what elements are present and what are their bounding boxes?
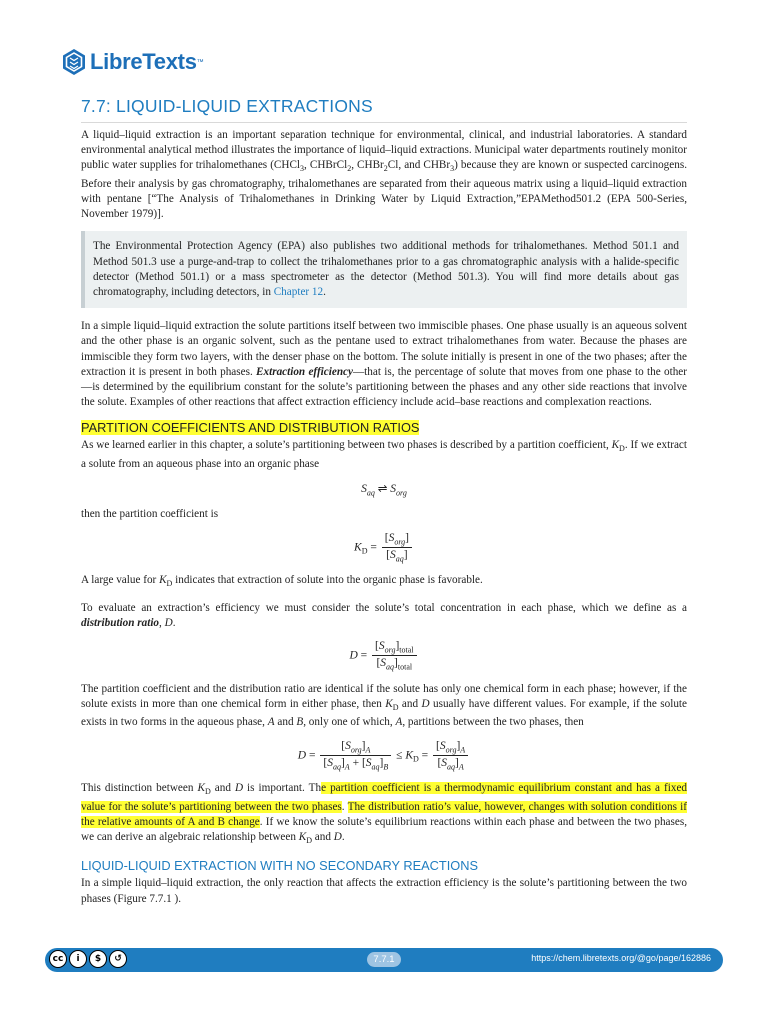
section-heading-no-secondary: LIQUID-LIQUID EXTRACTION WITH NO SECONDARY REACTIONS: [81, 858, 478, 874]
chapter-12-link[interactable]: Chapter 12: [273, 286, 324, 299]
equation-distribution-ratio: D = $\frac{[S_{org}]_{total}}{[S_{aq}]_{total}}$: [81, 640, 687, 672]
large-kd-paragraph: A large value for $K_D$ indicates that extraction of solute into the organic phase is favorable.: [81, 574, 483, 589]
highlight-partition-coefficient: e partition coefficient is a thermodynamic equilibrium constant and has a fixed value for the solute’s partitioning between the two phases: [81, 782, 688, 813]
highlight-distribution-ratio: The distribution ratio’s value, however, changes with solution conditions if the relative amounts of A and B change: [81, 800, 687, 828]
distribution-ratio-paragraph: To evaluate an extraction’s efficiency we must consider the solute’s total concentration in each phase, which we define as a distribution ratio, D.: [81, 601, 687, 629]
logo-wordmark: LibreTexts: [90, 49, 197, 74]
page-content: [81, 96, 687, 916]
libretexts-logo-icon: [62, 48, 86, 76]
cc-icon: cc: [49, 950, 67, 968]
identical-forms-paragraph: The partition coefficient and the distribution ratio are identical if the solute has only one chemical form in each phase; however, if the solute exists in more than one chemical form in either phase, then $K_D$ and D usually have different values. For example, if the solute exists in two forms in the aqueous phase, A and B, only one of which, A, partitions between the two phases, then: [81, 682, 687, 729]
equation-two-forms: D = $\frac{[S_{org}]_A}{[S_{aq}]_A + [S_{aq}]_B}$ ≤ $K_D$ = $\frac{[S_{org}]_A}{[S_{aq}]_A}$: [81, 740, 687, 772]
equation-partition-coefficient: $K_D$ = $\frac{[S_{org}]}{[S_{aq}]}$: [81, 532, 687, 564]
intro-paragraph: A liquid–liquid extraction is an important separation technique for environmental, clinical, and industrial laboratories. A standard environmental analytical method illustrates the importance of liquid–liquid extractions. Municipal water departments routinely monitor public water supplies for trihalomethanes (CHCl$_3$, CHBrCl$_2$, CHBr$_2$Cl, and CHBr$_3$) because they are known or suspected carcinogens. Before their analysis by gas chromatography, trihalomethanes are separated from their aqueous matrix using a liquid–liquid extraction with pentane [“The Analysis of Trihalomethanes in Drinking Water by Liquid Extraction,”EPAMethod501.2 (EPA 500-Series, November 1979)].: [81, 129, 687, 221]
attribution-icon: i: [69, 950, 87, 968]
page-footer: [45, 948, 723, 972]
equation-partition-equilibrium: $S_{aq}$ ⇌ $S_{org}$: [361, 483, 407, 498]
libretexts-logo[interactable]: [62, 48, 204, 76]
sharealike-icon: ↺: [109, 950, 127, 968]
cc-license-badge[interactable]: [49, 950, 127, 968]
noncommercial-icon: $: [89, 950, 107, 968]
extraction-efficiency-term: Extraction efficiency: [256, 365, 353, 378]
partition-coefficient-intro: then the partition coefficient is: [81, 508, 219, 521]
page-number: 7.7.1: [367, 952, 401, 967]
distinction-paragraph: This distinction between $K_D$ and D is important. The partition coefficient is a thermodynamic equilibrium constant and has a fixed value for the solute’s partitioning between the two phases. The distribution ratio’s value, however, changes with solution conditions if the relative amounts of A and B change. If we know the solute’s equilibrium reactions within each phase and between the two phases, we can derive an algebraic relationship between $K_D$ and D.: [81, 782, 688, 846]
epa-note-box: [81, 231, 687, 308]
logo-trademark: ™: [196, 58, 204, 66]
page-url[interactable]: https://chem.libretexts.org/@go/page/162886: [531, 953, 711, 963]
epa-note-text: The Environmental Protection Agency (EPA) also publishes two additional methods for trihalomethanes. Method 501.1 and Method 501.3 use a purge-and-trap to collect the trihalomethanes prior to a gas chromatographic analysis with a halide-specific detector (Method 501.1) or a mass spectrometer as the detector (Method 501.3). You will find more details about gas chromatography, including detectors, in Chapter 12.: [93, 240, 679, 299]
extraction-paragraph: In a simple liquid–liquid extraction the solute partitions itself between two immiscible phases. One phase usually is an aqueous solvent and the other phase is an organic solvent, such as the pentane used to extract trihalomethanes from water. Because the phases are immiscible they form two layers, with the denser phase on the bottom. The solute initially is present in one of the two phases; after the extraction it is present in both phases. Extraction efficiency—that is, the percentage of solute that moves from one phase to the other—is determined by the equilibrium constant for the solute’s partitioning between the phases and any other side reactions that involve the solute. Examples of other reactions that affect extraction efficiency include acid–base reactions and complexation reactions.: [81, 320, 687, 409]
page-title: 7.7: LIQUID-LIQUID EXTRACTIONS: [81, 96, 687, 123]
section-heading-partition: PARTITION COEFFICIENTS AND DISTRIBUTION RATIOS: [81, 420, 420, 436]
simple-extraction-paragraph: In a simple liquid–liquid extraction, the only reaction that affects the extraction efficiency is the solute’s partitioning between the two phases (Figure 7.7.1 ).: [81, 877, 687, 905]
partition-paragraph: As we learned earlier in this chapter, a solute’s partitioning between two phases is described by a partition coefficient, $K_D$. If we extract a solute from an aqueous phase into an organic phase: [81, 439, 687, 470]
